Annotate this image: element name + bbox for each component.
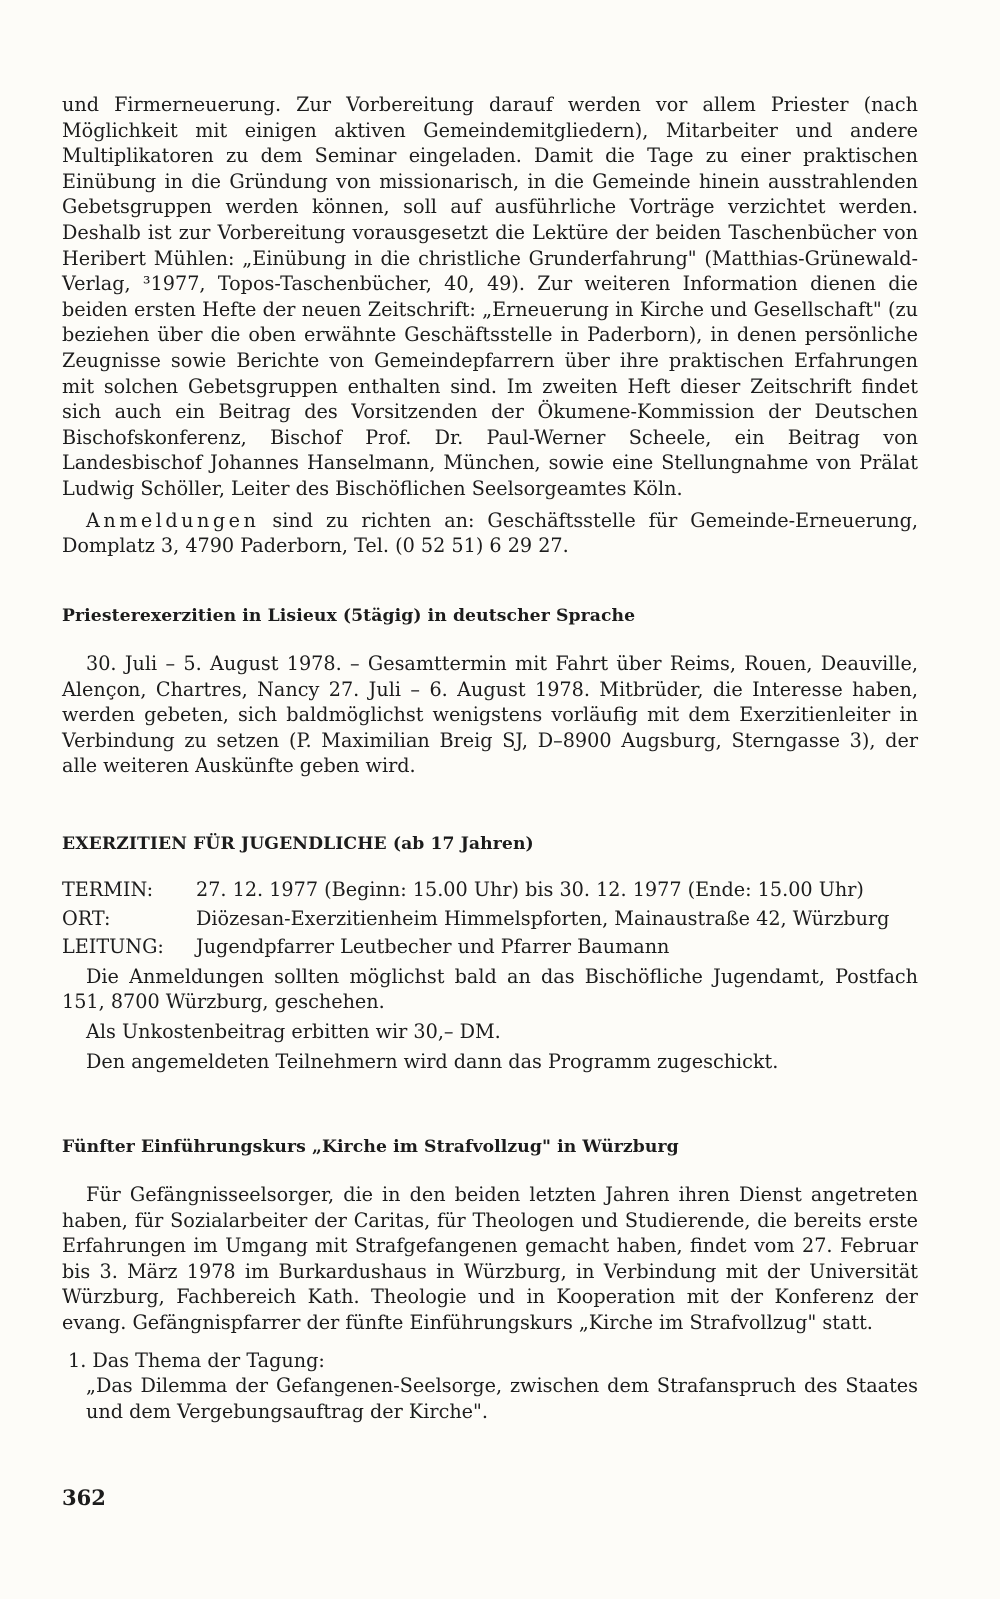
ort-label: ORT: — [62, 906, 111, 930]
course-paragraph: Für Gefängnisseelsorger, die in den beiden letzten Jahren ihren Dienst angetreten haben, für Sozialarbeiter der Caritas, für Theologen und Studierende, die bereits erste Erfahrungen im Umgang mit Strafgefangenen gemacht haben, findet vom 27. Februar bis 3. März 1978 im Burkardushaus in Würzburg, in Verbindung mit der Universität Würzburg, Fachbereich Kath. Theologie und in Kooperation mit der Konferenz der evang. Gefängnispfarrer der fünfte Einführungskurs „Kirche im Strafvollzug" statt. — [62, 1183, 918, 1334]
page-number: 362 — [62, 1485, 106, 1510]
youth-registration-paragraph: Die Anmeldungen sollten möglichst bald an das Bischöfliche Jugendamt, Postfach 151, 8700 Würzburg, geschehen. — [62, 964, 918, 1014]
youth-heading: EXERZITIEN FÜR JUGENDLICHE (ab 17 Jahren) — [62, 834, 534, 854]
intro-paragraph: und Firmerneuerung. Zur Vorbereitung darauf werden vor allem Priester (nach Möglichkeit mit einigen aktiven Gemeindemitgliedern), Mitarbeiter und andere Multiplikatoren zu dem Seminar eingeladen. Damit die Tage zu einer praktischen Einübung in die Gründung von missionarisch, in die Gemeinde hinein ausstrahlenden Gebetsgruppen werden können, soll auf ausführliche Vorträge verzichtet werden. Deshalb ist zur Vorbereitung vorausgesetzt die Lektüre der beiden Taschenbücher von Heribert Mühlen: „Einübung in die christliche Grunderfahrung" (Matthias-Grünewald-Verlag, ³1977, Topos-Taschenbücher, 40, 49). Zur weiteren Information dienen die beiden ersten Hefte der neuen Zeitschrift: „Erneuerung in Kirche und Gesellschaft" (zu beziehen über die oben erwähnte Geschäftsstelle in Paderborn), in denen persönliche Zeugnisse sowie Berichte von Gemeindepfarrern über ihre praktischen Erfahrungen mit solchen Gebetsgruppen enthalten sind. Im zweiten Heft dieser Zeitschrift findet sich auch ein Beitrag des Vorsitzenden der Ökumene-Kommission der Deutschen Bischofskonferenz, Bischof Prof. Dr. Paul-Werner Scheele, ein Beitrag von Landesbischof Johannes Hanselmann, München, sowie eine Stellungnahme von Prälat Ludwig Schöller, Leiter des Bischöflichen Seelsorgeamtes Köln. — [62, 93, 918, 500]
lisieux-block — [62, 651, 918, 779]
registration-paragraph — [62, 508, 918, 559]
termin-label: TERMIN: — [62, 878, 154, 901]
ort-row — [62, 906, 918, 932]
leitung-label: LEITUNG: — [62, 935, 164, 959]
youth-program-paragraph: Den angemeldeten Teilnehmern wird dann das Programm zugeschickt. — [86, 1049, 779, 1073]
course-block — [62, 1182, 918, 1424]
leitung-value: Jugendpfarrer Leutbecher und Pfarrer Baumann — [196, 935, 670, 959]
registration-text: sind zu richten an: Geschäftsstelle für Gemeinde-Erneuerung, Domplatz 3, 4790 Paderborn, Tel. (0 52 51) 6 29 27. — [62, 508, 918, 558]
registration-lead: Anmeldungen — [86, 508, 260, 532]
ort-value: Diözesan-Exerzitienheim Himmelspforten, Mainaustraße 42, Würzburg — [196, 906, 890, 930]
youth-fee-paragraph: Als Unkostenbeitrag erbitten wir 30,– DM. — [86, 1019, 501, 1043]
course-item-1-text: „Das Dilemma der Gefangenen-Seelsorge, zwischen dem Strafanspruch des Staates und dem Vergebungsauftrag der Kirche". — [86, 1374, 918, 1423]
termin-row — [62, 877, 918, 903]
course-heading: Fünfter Einführungskurs „Kirche im Strafvollzug" in Würzburg — [62, 1137, 679, 1157]
course-item-1-label: 1. Das Thema der Tagung: — [68, 1348, 325, 1372]
youth-block — [62, 877, 918, 1074]
leitung-row — [62, 934, 918, 960]
termin-value: 27. 12. 1977 (Beginn: 15.00 Uhr) bis 30. 12. 1977 (Ende: 15.00 Uhr) — [196, 878, 864, 901]
intro-block — [62, 92, 918, 559]
lisieux-heading: Priesterexerzitien in Lisieux (5tägig) in deutscher Sprache — [62, 606, 636, 626]
lisieux-paragraph: 30. Juli – 5. August 1978. – Gesamttermin mit Fahrt über Reims, Rouen, Deauville, Alençon, Chartres, Nancy 27. Juli – 6. August 1978. Mitbrüder, die Interesse haben, werden gebeten, sich baldmöglichst wenigstens vorläufig mit dem Exerzitienleiter in Verbindung zu setzen (P. Maximilian Breig SJ, D–8900 Augsburg, Sterngasse 3), der alle weiteren Auskünfte geben wird. — [62, 652, 918, 778]
